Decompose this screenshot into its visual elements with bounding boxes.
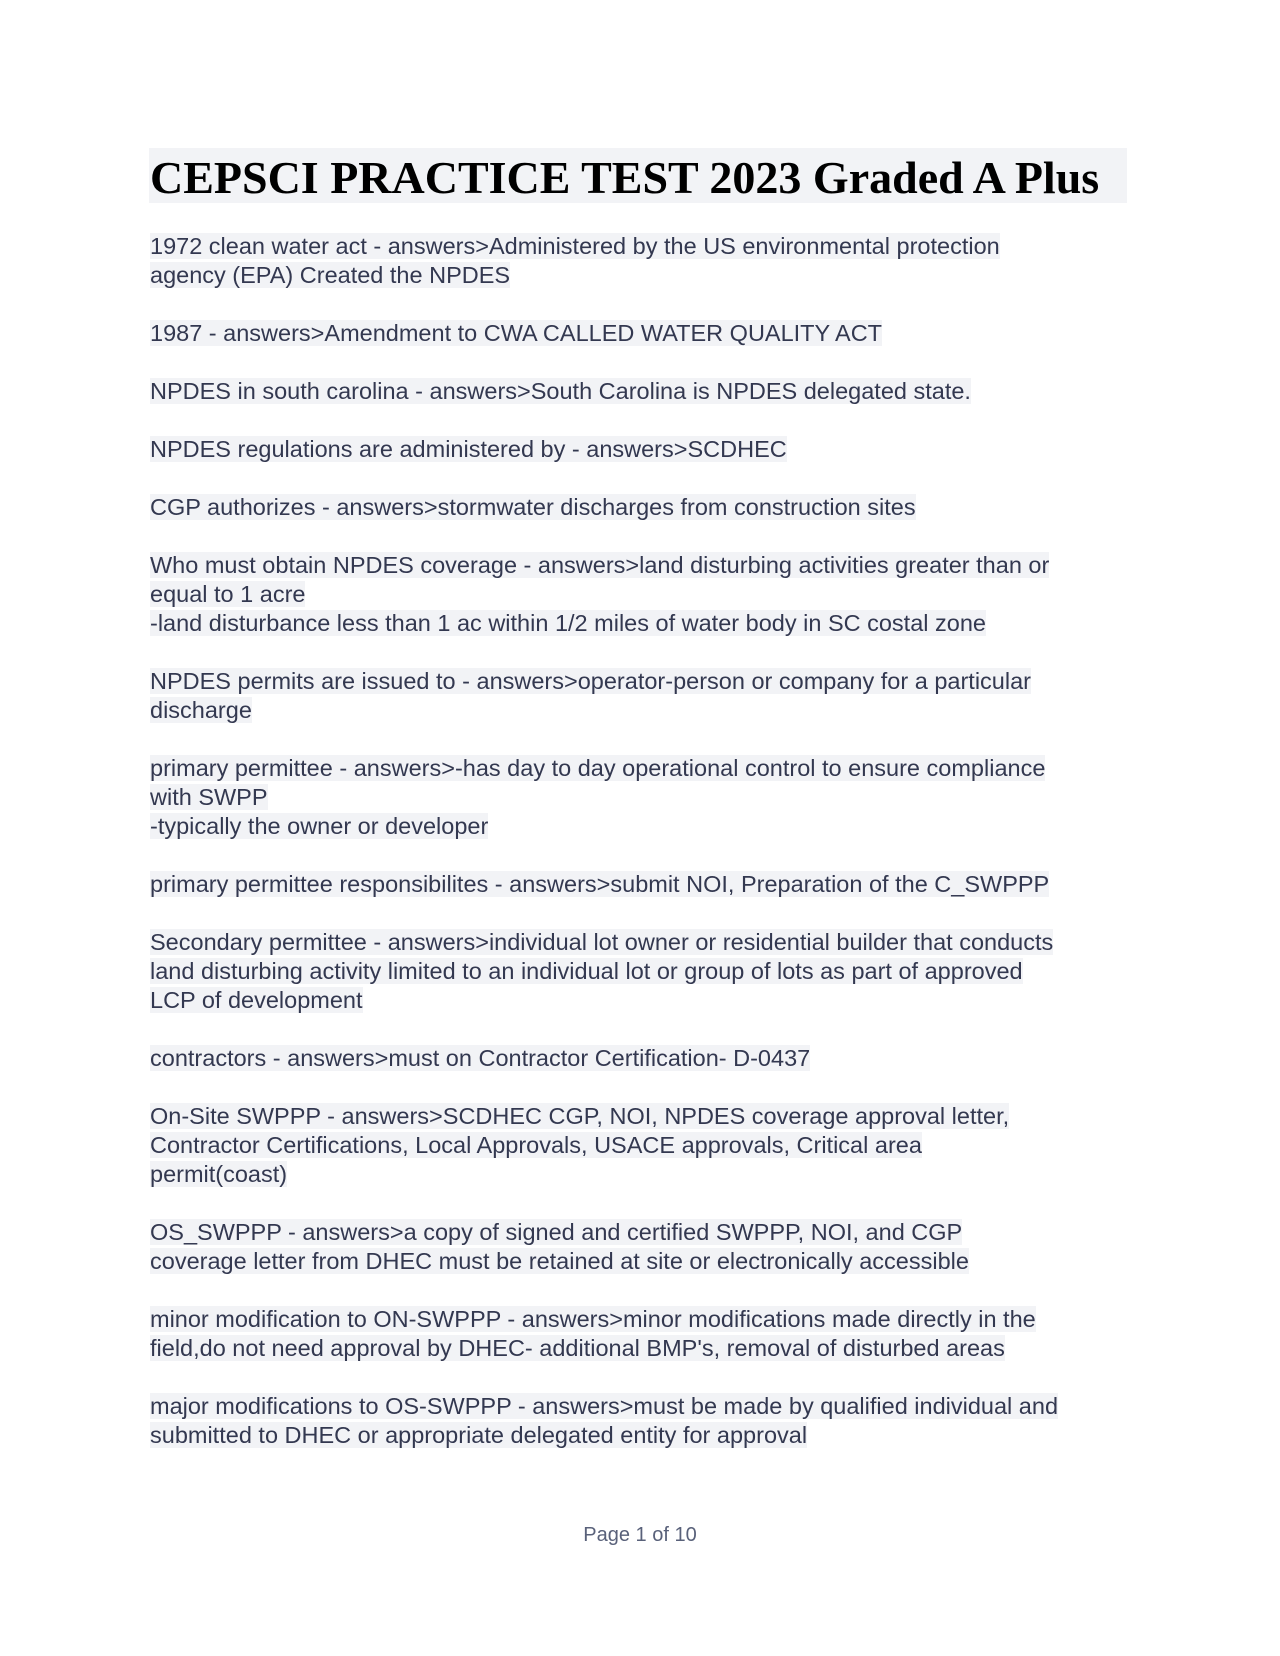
qa-entry: [150, 435, 1140, 464]
qa-entry: [150, 667, 1140, 725]
qa-entry: [150, 551, 1140, 638]
qa-line: LCP of development: [150, 987, 363, 1013]
qa-line: Who must obtain NPDES coverage - answers>land disturbing activities greater than or: [150, 552, 1050, 578]
qa-entry: [150, 1305, 1140, 1363]
qa-line: Secondary permittee - answers>individual lot owner or residential builder that conducts: [150, 929, 1054, 955]
qa-entry: [150, 870, 1140, 899]
qa-line: primary permittee responsibilites - answers>submit NOI, Preparation of the C_SWPPP: [150, 871, 1050, 897]
qa-line: with SWPP: [150, 784, 268, 810]
qa-entry: [150, 1102, 1140, 1189]
qa-line: OS_SWPPP - answers>a copy of signed and certified SWPPP, NOI, and CGP: [150, 1219, 963, 1245]
qa-line: major modifications to OS-SWPPP - answers>must be made by qualified individual and: [150, 1393, 1059, 1419]
qa-entry: [150, 1392, 1140, 1450]
qa-line: -typically the owner or developer: [150, 813, 489, 839]
qa-line: discharge: [150, 697, 252, 723]
qa-line: equal to 1 acre: [150, 581, 306, 607]
qa-line: minor modification to ON-SWPPP - answers>minor modifications made directly in the: [150, 1306, 1036, 1332]
qa-line: permit(coast): [150, 1161, 288, 1187]
qa-line: NPDES permits are issued to - answers>operator-person or company for a particular: [150, 668, 1031, 694]
qa-line: NPDES in south carolina - answers>South Carolina is NPDES delegated state.: [150, 378, 971, 404]
page-number: Page 1 of 10: [583, 1524, 697, 1546]
qa-line: CGP authorizes - answers>stormwater discharges from construction sites: [150, 494, 916, 520]
qa-line: Contractor Certifications, Local Approvals, USACE approvals, Critical area: [150, 1132, 922, 1158]
qa-line: contractors - answers>must on Contractor Certification- D-0437: [150, 1045, 811, 1071]
qa-entry: [150, 1218, 1140, 1276]
qa-entry: [150, 928, 1140, 1015]
qa-line: field,do not need approval by DHEC- additional BMP's, removal of disturbed areas: [150, 1335, 1005, 1361]
document-title: CEPSCI PRACTICE TEST 2023 Graded A Plus: [150, 152, 1100, 203]
qa-entry: [150, 754, 1140, 841]
qa-line: 1987 - answers>Amendment to CWA CALLED WATER QUALITY ACT: [150, 320, 883, 346]
qa-list: [150, 232, 1140, 1479]
qa-line: primary permittee - answers>-has day to day operational control to ensure compliance: [150, 755, 1046, 781]
qa-line: On-Site SWPPP - answers>SCDHEC CGP, NOI, NPDES coverage approval letter,: [150, 1103, 1010, 1129]
qa-line: 1972 clean water act - answers>Administered by the US environmental protection: [150, 233, 1000, 259]
qa-line: coverage letter from DHEC must be retained at site or electronically accessible: [150, 1248, 969, 1274]
qa-entry: [150, 1044, 1140, 1073]
qa-entry: [150, 232, 1140, 290]
qa-line: submitted to DHEC or appropriate delegated entity for approval: [150, 1422, 808, 1448]
qa-line: land disturbing activity limited to an individual lot or group of lots as part of approved: [150, 958, 1023, 984]
qa-line: NPDES regulations are administered by - answers>SCDHEC: [150, 436, 787, 462]
qa-entry: [150, 493, 1140, 522]
qa-entry: [150, 377, 1140, 406]
qa-entry: [150, 319, 1140, 348]
qa-line: agency (EPA) Created the NPDES: [150, 262, 511, 288]
qa-line: -land disturbance less than 1 ac within 1/2 miles of water body in SC costal zone: [150, 610, 986, 636]
